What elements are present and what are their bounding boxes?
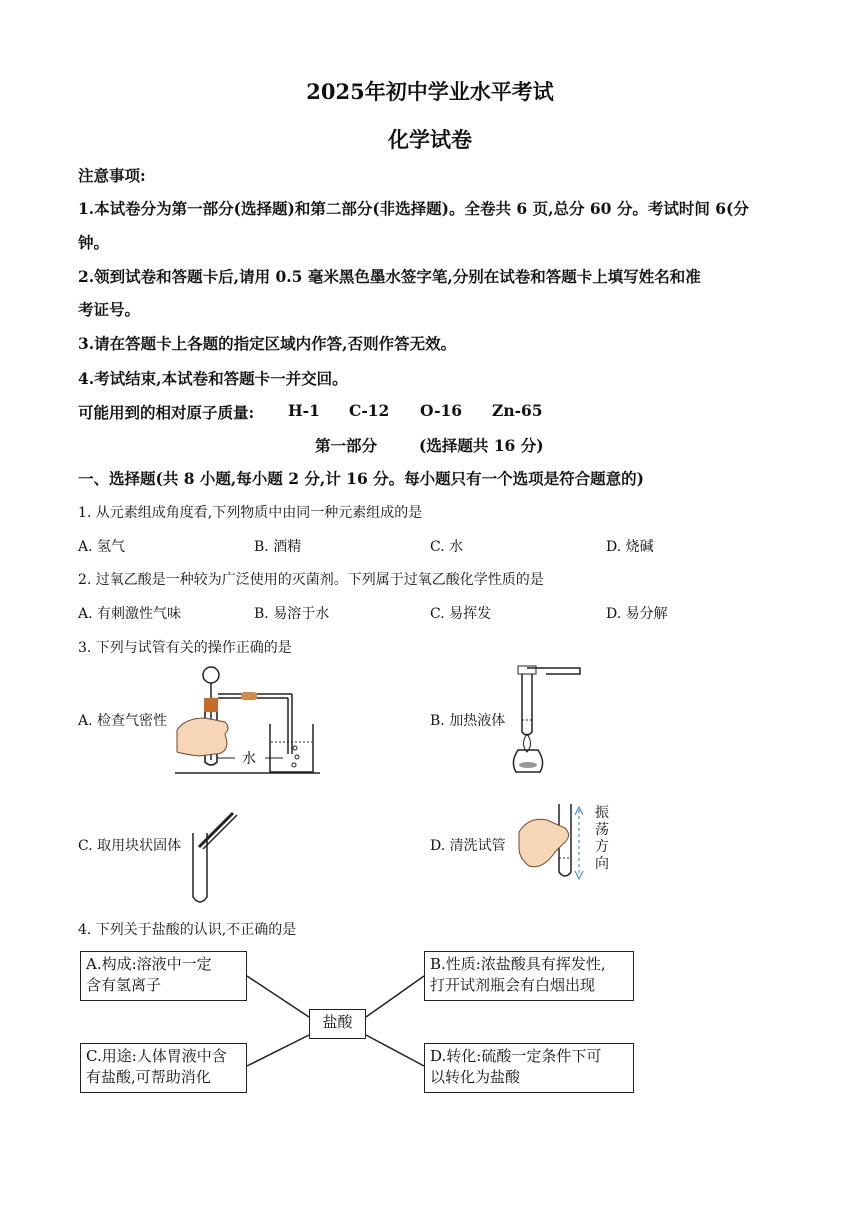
atomic-mass-label: 可能用到的相对原子质量: bbox=[78, 403, 255, 422]
q3-option-a: A. 检查气密性 bbox=[78, 713, 168, 729]
q3-option-c: C. 取用块状固体 bbox=[78, 838, 182, 854]
q2-option-b: B. 易溶于水 bbox=[254, 606, 330, 622]
q1-stem: 1. 从元素组成角度看,下列物质中由同一种元素组成的是 bbox=[78, 505, 423, 521]
note-2-line2: 考证号。 bbox=[78, 300, 141, 319]
mindmap-box-d bbox=[424, 1043, 634, 1093]
mindmap-box-c bbox=[80, 1043, 247, 1093]
shake-direction-label bbox=[595, 805, 609, 873]
box-a-line1: A.构成:溶液中一定 bbox=[86, 955, 212, 973]
notes-heading: 注意事项: bbox=[78, 166, 146, 185]
q3-option-d: D. 清洗试管 bbox=[430, 838, 506, 854]
q3-option-b: B. 加热液体 bbox=[430, 713, 506, 729]
box-b-line1: B.性质:浓盐酸具有挥发性, bbox=[430, 955, 606, 973]
atomic-mass-h: H-1 bbox=[288, 401, 320, 420]
exam-title: 2025年初中学业水平考试 bbox=[306, 79, 554, 104]
q3-stem: 3. 下列与试管有关的操作正确的是 bbox=[78, 640, 292, 656]
part1-subtitle: (选择题共 16 分) bbox=[419, 436, 544, 455]
airtightness-check-figure bbox=[175, 662, 325, 777]
atomic-mass-c: C-12 bbox=[349, 401, 390, 420]
note-4: 4.考试结束,本试卷和答题卡一并交回。 bbox=[78, 369, 348, 388]
q1-option-a: A. 氢气 bbox=[78, 539, 126, 555]
q4-stem: 4. 下列关于盐酸的认识,不正确的是 bbox=[78, 922, 297, 938]
note-3: 3.请在答题卡上各题的指定区域内作答,否则作答无效。 bbox=[78, 334, 457, 353]
shake-char-2: 荡 bbox=[595, 822, 609, 838]
note-1-line2: 钟。 bbox=[78, 233, 110, 252]
note-2-line1: 2.领到试卷和答题卡后,请用 0.5 毫米黑色墨水签字笔,分别在试卷和答题卡上填写姓名和准 bbox=[78, 267, 701, 286]
q2-option-c: C. 易挥发 bbox=[430, 606, 492, 622]
mindmap-box-b bbox=[424, 951, 634, 1001]
part1-title: 第一部分 bbox=[315, 436, 378, 455]
block-solid-figure bbox=[185, 805, 245, 910]
q2-stem: 2. 过氧乙酸是一种较为广泛使用的灭菌剂。下列属于过氧乙酸化学性质的是 bbox=[78, 572, 544, 588]
q2-option-a: A. 有刺激性气味 bbox=[78, 606, 182, 622]
note-1-line1: 1.本试卷分为第一部分(选择题)和第二部分(非选择题)。全卷共 6 页,总分 60 分。考试时间 6(分 bbox=[78, 199, 749, 218]
shake-char-3: 方 bbox=[595, 839, 609, 855]
mindmap-box-a bbox=[80, 951, 247, 1001]
shake-char-4: 向 bbox=[595, 856, 609, 872]
q1-option-c: C. 水 bbox=[430, 539, 464, 555]
box-d-line1: D.转化:硫酸一定条件下可 bbox=[430, 1047, 602, 1065]
mindmap-center bbox=[309, 1009, 366, 1039]
box-b-line2: 打开试剂瓶会有白烟出现 bbox=[430, 976, 596, 994]
box-c-line2: 有盐酸,可帮助消化 bbox=[86, 1068, 211, 1086]
q1-option-d: D. 烧碱 bbox=[606, 539, 654, 555]
q1-option-b: B. 酒精 bbox=[254, 539, 302, 555]
atomic-mass-o: O-16 bbox=[420, 401, 463, 420]
q2-option-d: D. 易分解 bbox=[606, 606, 668, 622]
atomic-mass-zn: Zn-65 bbox=[492, 401, 543, 420]
section-heading: 一、选择题(共 8 小题,每小题 2 分,计 16 分。每小题只有一个选项是符合题意的) bbox=[78, 469, 644, 488]
water-label: 水 bbox=[242, 751, 256, 767]
shake-char-1: 振 bbox=[595, 805, 609, 821]
box-d-line2: 以转化为盐酸 bbox=[430, 1068, 521, 1086]
exam-subtitle: 化学试卷 bbox=[388, 127, 472, 152]
center-label: 盐酸 bbox=[322, 1013, 353, 1031]
box-a-line2: 含有氢离子 bbox=[86, 976, 162, 994]
box-c-line1: C.用途:人体胃液中含 bbox=[86, 1047, 227, 1065]
heating-liquid-figure bbox=[510, 662, 585, 780]
